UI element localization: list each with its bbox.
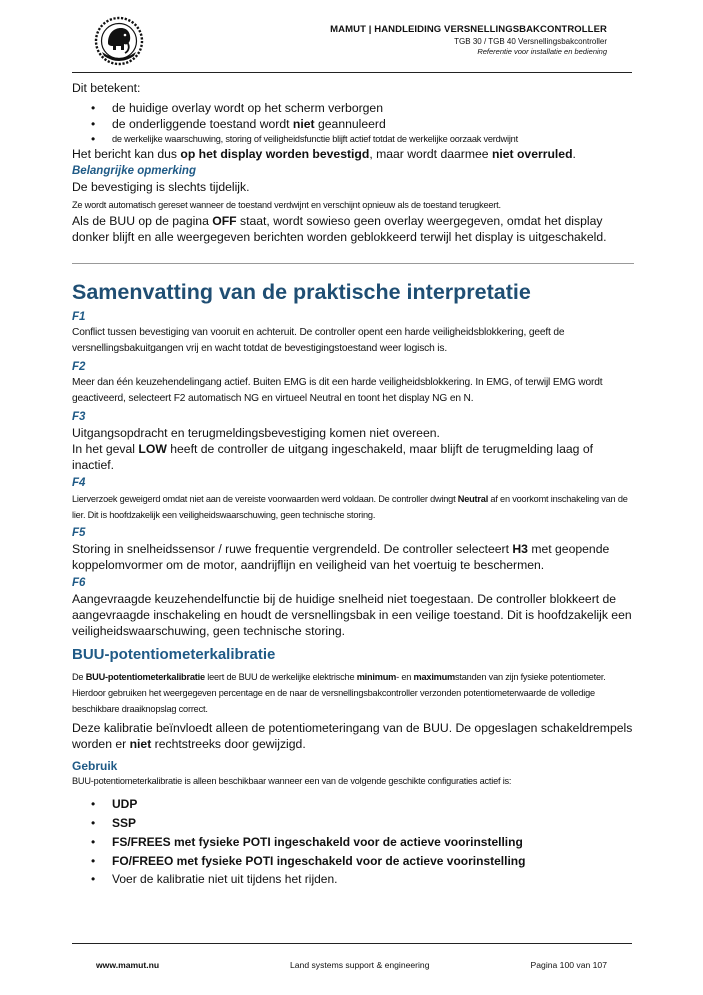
f6-heading: F6 [72, 577, 86, 589]
footer-page-number: Pagina 100 van 107 [530, 960, 607, 970]
list-item: • de werkelijke waarschuwing, storing of veiligheidsfunctie blijft actief totdat de werkelijke oorzaak verdwijnt [112, 132, 634, 146]
page-header [330, 24, 607, 57]
intro-bullet-list [72, 100, 634, 146]
footer-website[interactable]: www.mamut.nu [96, 960, 160, 970]
page-content [72, 80, 634, 887]
header-tagline: Referentie voor installatie en bediening [477, 47, 607, 56]
header-subtitle: TGB 30 / TGB 40 Versnellingsbakcontroller [454, 37, 607, 46]
f5-text: Storing in snelheidssensor / ruwe frequentie vergrendeld. De controller selecteert H3 met geopende koppelomvormer om de motor, aandrijflijn en veiligheid van het voertuig te beschermen. [72, 542, 610, 572]
f5-heading: F5 [72, 527, 86, 539]
list-item: • SSP [112, 814, 634, 833]
mamut-logo [94, 16, 144, 66]
f1-heading: F1 [72, 311, 86, 323]
footer-divider [72, 943, 632, 944]
f2-text: Meer dan één keuzehendelingang actief. Buiten EMG is dit een harde veiligheidsblokkering. In EMG, of terwijl EMG wordt geactiveerd, selecteert F2 automatisch NG en virtueel Neutral en toont het display NG en N. [72, 377, 603, 404]
footer-center-text: Land systems support & engineering [290, 960, 430, 970]
list-item: • FO/FREEO met fysieke POTI ingeschakeld voor de actieve voorinstelling [112, 852, 634, 871]
note-text-2: Ze wordt automatisch gereset wanneer de toestand verdwijnt en verschijnt opnieuw als de toestand terugkeert. [72, 200, 501, 210]
f4-heading: F4 [72, 477, 86, 489]
header-title: MAMUT | HANDLEIDING VERSNELLINGSBAKCONTROLLER [330, 24, 607, 35]
list-item: • FS/FREES met fysieke POTI ingeschakeld voor de actieve voorinstelling [112, 833, 634, 852]
calibration-paragraph-2: Deze kalibratie beïnvloedt alleen de potentiometeringang van de BUU. De opgeslagen schakeldrempels worden er niet rechtstreeks door gewijzigd. [72, 721, 633, 751]
f3-text-2: In het geval LOW heeft de controller de uitgang ingeschakeld, maar blijft de terugmelding laag of inactief. [72, 442, 593, 472]
list-item: • de onderliggende toestand wordt niet geannuleerd [112, 116, 634, 132]
configuration-list [72, 795, 634, 887]
calibration-title: BUU-potentiometerkalibratie [72, 646, 276, 663]
f2-heading: F2 [72, 361, 86, 373]
section-divider [72, 263, 634, 264]
f4-text: Lierverzoek geweigerd omdat niet aan de vereiste voorwaarden werd voldaan. De controller dwingt Neutral af en voorkomt inschakeling van de lier. Dit is hoofdzakelijk een veiligheidswaarschuwing, geen technische storing. [72, 494, 628, 520]
list-item: • Voer de kalibratie niet uit tijdens het rijden. [112, 871, 634, 887]
usage-text: BUU-potentiometerkalibratie is alleen beschikbaar wanneer een van de volgende geschikte configuraties actief is: [72, 776, 512, 786]
list-item: • UDP [112, 795, 634, 814]
note-text-1: De bevestiging is slechts tijdelijk. [72, 180, 250, 194]
f6-text: Aangevraagde keuzehendelfunctie bij de huidige snelheid niet toegestaan. De controller blokkeert de aangevraagde inschakeling en houdt de versnellingsbak in een veilige toestand. Dit is hoofdzakelijk een veiligheidswaarschuwing, geen technische storing. [72, 592, 632, 638]
f3-heading: F3 [72, 411, 86, 423]
header-divider [72, 72, 632, 73]
f3-text-1: Uitgangsopdracht en terugmeldingsbevestiging komen niet overeen. [72, 426, 440, 440]
message-paragraph: Het bericht kan dus op het display worden bevestigd, maar wordt daarmee niet overruled. [72, 147, 576, 161]
section-title: Samenvatting van de praktische interpretatie [72, 280, 531, 304]
note-heading: Belangrijke opmerking [72, 165, 196, 177]
usage-heading: Gebruik [72, 759, 118, 773]
calibration-paragraph-1: De BUU-potentiometerkalibratie leert de BUU de werkelijke elektrische minimum- en maximumstanden van zijn fysieke potentiometer. Hierdoor gebruiken het weergegeven percentage en de naar de versnellingsbakcontroller verzonden potentiometerwaarde de volledige beschikbare draaiknopslag correct. [72, 672, 606, 714]
list-item: • de huidige overlay wordt op het scherm verborgen [112, 100, 634, 116]
intro-lead: Dit betekent: [72, 81, 141, 95]
f1-text: Conflict tussen bevestiging van vooruit en achteruit. De controller opent een harde veiligheidsblokkering, geeft de versnellingsbakuitgangen vrij en wacht totdat de bevestigingstoestand weer logisch is. [72, 327, 565, 354]
note-text-3: Als de BUU op de pagina OFF staat, wordt sowieso geen overlay weergegeven, omdat het display donker blijft en alle weergegeven berichten worden geblokkeerd terwijl het display is uitgeschakeld. [72, 214, 607, 244]
